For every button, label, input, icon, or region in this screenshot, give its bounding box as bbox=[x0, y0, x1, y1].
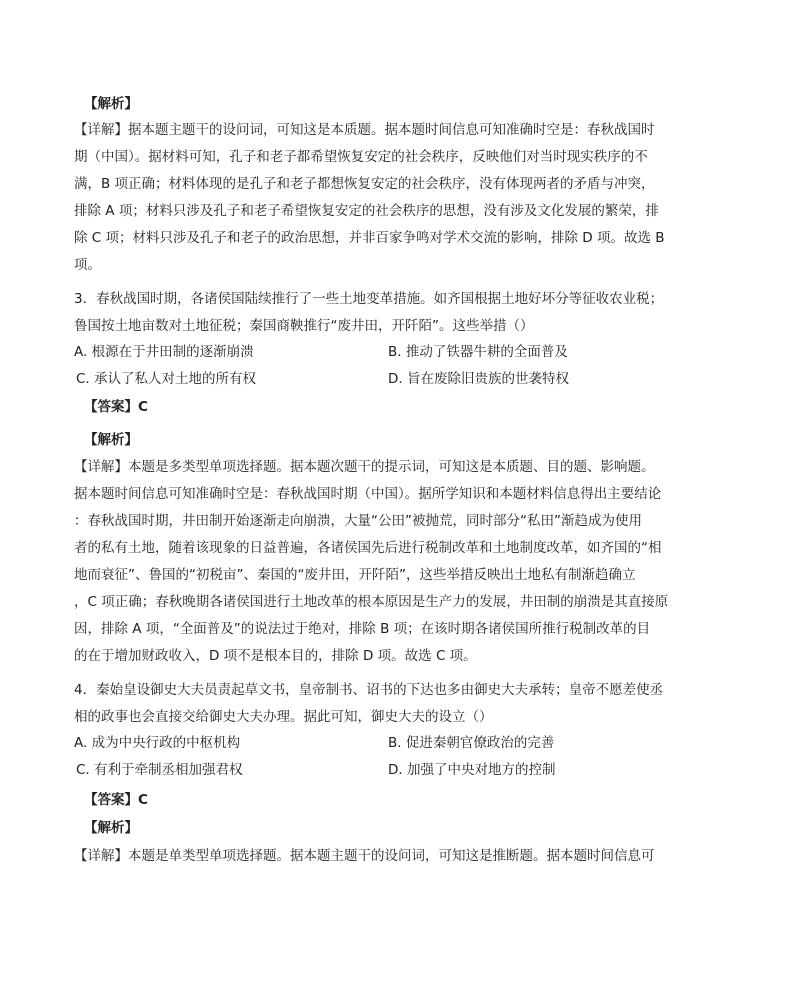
q3-detail-line: 者的私有土地，随着该现象的日益普遍，各诸侯国先后进行税制改革和土地制度改革，如齐国的“相 bbox=[74, 540, 662, 556]
q3-detail-line: 的在于增加财政收入，D 项不是根本目的，排除 D 项。故选 C 项。 bbox=[74, 648, 477, 664]
q2-detail-line: 期（中国）。据材料可知，孔子和老子都希望恢复安定的社会秩序，反映他们对当时现实秩序的不 bbox=[74, 149, 648, 165]
q3-detail-line: ：春秋战国时期，井田制开始逐渐走向崩溃，大量“公田”被抛荒，同时部分“私田”渐趋成为使用 bbox=[74, 513, 642, 529]
q3-analysis-label: 【解析】 bbox=[84, 432, 138, 448]
q3-option-b: B. 推动了铁器牛耕的全面普及 bbox=[388, 344, 568, 360]
q2-detail-line: 排除 A 项；材料只涉及孔子和老子希望恢复安定的社会秩序的思想，没有涉及文化发展的繁荣，排 bbox=[74, 203, 659, 219]
q4-option-a: A. 成为中央行政的中枢机构 bbox=[74, 735, 241, 751]
q3-detail-line: 据本题时间信息可知准确时空是：春秋战国时期（中国）。据所学知识和本题材料信息得出主要结论 bbox=[74, 486, 662, 502]
q4-stem-line: 相的政事也会直接交给御史大夫办理。据此可知，御史大夫的设立（） bbox=[74, 709, 493, 725]
q3-detail-line: ，C 项正确；春秋晚期各诸侯国进行土地改革的根本原因是生产力的发展，井田制的崩溃是其直接原 bbox=[74, 594, 669, 610]
q3-detail-line: 因，排除 A 项，“全面普及”的说法过于绝对，排除 B 项；在该时期各诸侯国所推行税制改革的目 bbox=[74, 621, 651, 637]
q4-detail-line: 【详解】本题是单类型单项选择题。据本题主题干的设问词，可知这是推断题。据本题时间信息可 bbox=[74, 848, 655, 864]
q3-answer: 【答案】C bbox=[84, 399, 148, 415]
q3-option-d: D. 旨在废除旧贵族的世袭特权 bbox=[388, 371, 569, 387]
q3-stem-line: 3．春秋战国时期，各诸侯国陆续推行了一些土地变革措施。如齐国根据土地好坏分等征收农业税； bbox=[74, 291, 664, 307]
q3-stem-line: 鲁国按土地亩数对土地征税；秦国商鞅推行“废井田，开阡陌”。这些举措（） bbox=[74, 318, 534, 334]
q4-analysis-label: 【解析】 bbox=[84, 820, 138, 836]
q4-option-c: C. 有利于牵制丞相加强君权 bbox=[76, 762, 243, 778]
q4-stem-line: 4．秦始皇设御史大夫员责起草文书，皇帝制书、诏书的下达也多由御史大夫承转；皇帝不愿差使丞 bbox=[74, 682, 664, 698]
q2-detail-line: 项。 bbox=[74, 257, 101, 273]
q2-detail-line: 【详解】据本题主题干的设问词，可知这是本质题。据本题时间信息可知准确时空是：春秋战国时 bbox=[74, 122, 655, 138]
q2-detail-line: 除 C 项；材料只涉及孔子和老子的政治思想，并非百家争鸣对学术交流的影响，排除 D 项。故选 B bbox=[74, 230, 665, 246]
q3-option-a: A. 根源在于井田制的逐渐崩溃 bbox=[74, 344, 254, 360]
q4-option-d: D. 加强了中央对地方的控制 bbox=[388, 762, 556, 778]
q4-option-b: B. 促进秦朝官僚政治的完善 bbox=[388, 735, 555, 751]
q2-analysis-label: 【解析】 bbox=[84, 96, 138, 112]
q2-detail-line: 满，B 项正确；材料体现的是孔子和老子都想恢复安定的社会秩序，没有体现两者的矛盾与冲突， bbox=[74, 176, 655, 192]
q4-answer: 【答案】C bbox=[84, 792, 148, 808]
q3-detail-line: 地而衰征”、鲁国的“初税亩”、秦国的“废井田，开阡陌”，这些举措反映出土地私有制渐趋确立 bbox=[74, 567, 636, 583]
q3-option-c: C. 承认了私人对土地的所有权 bbox=[76, 371, 257, 387]
q3-detail-line: 【详解】本题是多类型单项选择题。据本题次题干的提示词，可知这是本质题、目的题、影响题。 bbox=[74, 459, 655, 475]
